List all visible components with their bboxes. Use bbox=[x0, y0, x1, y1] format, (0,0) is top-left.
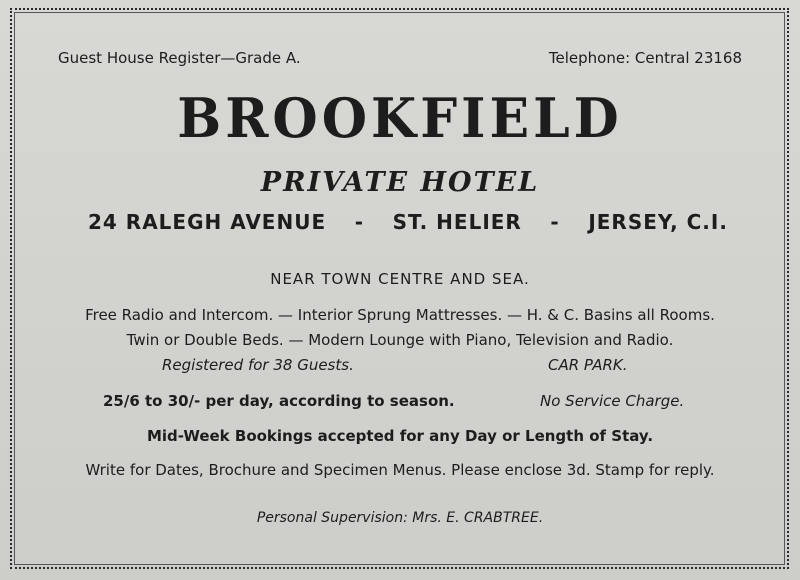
address-town: ST. HELIER bbox=[392, 210, 522, 234]
price-rate-text: 25/6 to 30/- per day, according to season. bbox=[103, 392, 455, 410]
features-line-1: Free Radio and Intercom. — Interior Sprung Mattresses. — H. & C. Basins all Rooms. bbox=[85, 306, 715, 324]
address-island: JERSEY, C.I. bbox=[588, 210, 728, 234]
address-street: 24 RALEGH AVENUE bbox=[88, 210, 327, 234]
features-line-2: Twin or Double Beds. — Modern Lounge with Piano, Television and Radio. bbox=[126, 331, 674, 349]
price-rate bbox=[103, 392, 455, 410]
car-park: CAR PARK. bbox=[548, 356, 628, 374]
booking-policy: Mid-Week Bookings accepted for any Day or Length of Stay. bbox=[146, 427, 654, 445]
register-grade: Guest House Register—Grade A. bbox=[58, 49, 301, 67]
hotel-name: BROOKFIELD bbox=[177, 86, 623, 151]
enquiry-instructions: Write for Dates, Brochure and Specimen Menus. Please enclose 3d. Stamp for reply. bbox=[85, 461, 715, 479]
supervision-line: Personal Supervision: Mrs. E. CRABTREE. bbox=[256, 510, 544, 526]
guest-capacity: Registered for 38 Guests. bbox=[162, 356, 354, 374]
telephone-number: Telephone: Central 23168 bbox=[548, 49, 742, 67]
address-separator: - bbox=[354, 210, 365, 234]
address-separator: - bbox=[550, 210, 560, 234]
location-line: NEAR TOWN CENTRE AND SEA. bbox=[270, 270, 530, 288]
hotel-type: PRIVATE HOTEL bbox=[260, 167, 540, 198]
address-line bbox=[88, 210, 728, 234]
service-charge: No Service Charge. bbox=[540, 392, 685, 410]
